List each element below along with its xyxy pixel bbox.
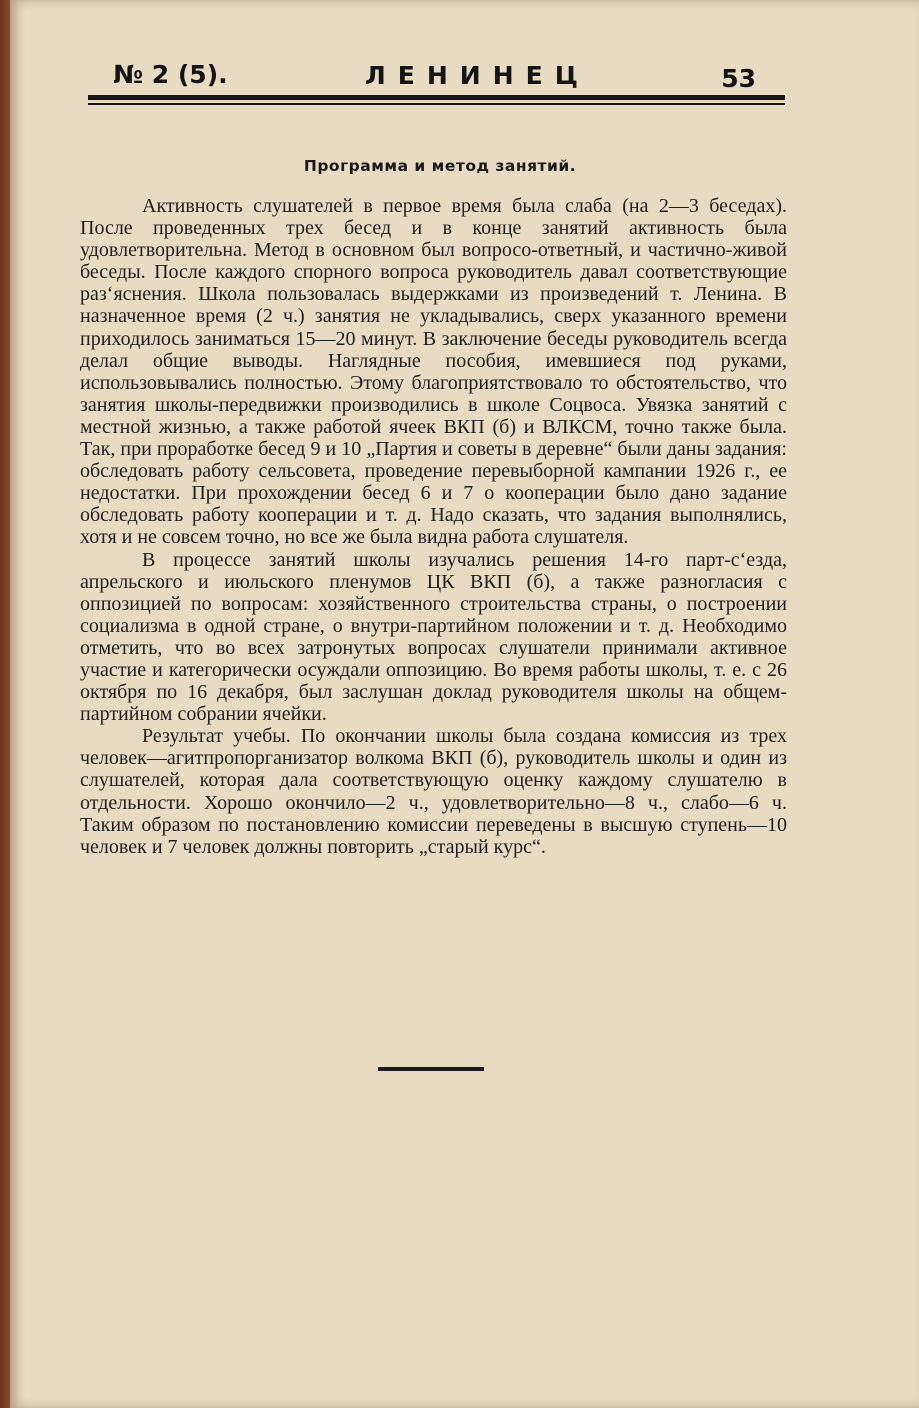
section-heading: Программа и метод занятий. [303,157,577,175]
end-of-article-rule [378,1067,484,1071]
page-edge [0,0,10,1408]
page-number: 53 [721,64,756,93]
article-body [80,195,787,858]
paragraph: Результат учебы. По окончании школы была создана комиссия из трех человек—агитпропорганизатор волкома ВКП (б), руководитель школы и один из слушателей, которая дала соответствующую оценку каждому слушателю в отдельности. Хорошо окончило—2 ч., удовлетворительно—8 ч., слабо—6 ч. Таким образом по постановлению комиссии переведены в высшую ступень—10 человек и 7 человек должны повторить „старый курс“. [80,725,787,858]
paragraph: Активность слушателей в первое время была слаба (на 2—3 беседах). После проведенных трех бесед и в конце занятий активность была удовлетворительна. Метод в основном был вопросо-ответный, и частично-живой беседы. После каждого спорного вопроса руководитель давал соответствующие раз‘яснения. Школа пользовалась выдержками из произведений т. Ленина. В назначенное время (2 ч.) занятия не укладывались, сверх указанного времени приходилось заниматься 15—20 минут. В заключение беседы руководитель всегда делал общие выводы. Наглядные пособия, имевшиеся под руками, использовывались полностью. Этому благоприятствовало то обстоятельство, что занятия школы-передвижки производились в школе Соцвоса. Увязка занятий с местной жизнью, а также работой ячеек ВКП (б) и ВЛКСМ, точно также была. Так, при проработке бесед 9 и 10 „Партия и советы в деревне“ были даны задания: обследовать работу сельсовета, проведение перевыборной кампании 1926 г., ее недостатки. При прохождении бесед 6 и 7 о кооперации было дано задание обследовать работу кооперации и т. д. Надо сказать, что задания выполнялись, хотя и не совсем точно, но все же была видна работа слушателя. [80,195,787,549]
journal-title: ЛЕНИНЕЦ [365,61,590,90]
issue-number: № 2 (5). [113,60,228,89]
header-rule-thin [88,103,785,105]
header-rule-thick [88,95,785,100]
paragraph: В процессе занятий школы изучались решения 14-го парт-с‘езда, апрельского и июльского пленумов ЦК ВКП (б), а также разногласия с оппозицией по вопросам: хозяйственного строительства страны, о построении социализма в одной стране, о внутри-партийном положении и т. д. Необходимо отметить, что во всех затронутых вопросах слушатели принимали активное участие и категорически осуждали оппозицию. Во время работы школы, т. е. с 26 октября по 16 декабря, был заслушан доклад руководителя школы на общем-партийном собрании ячейки. [80,548,787,726]
running-header [107,60,782,100]
